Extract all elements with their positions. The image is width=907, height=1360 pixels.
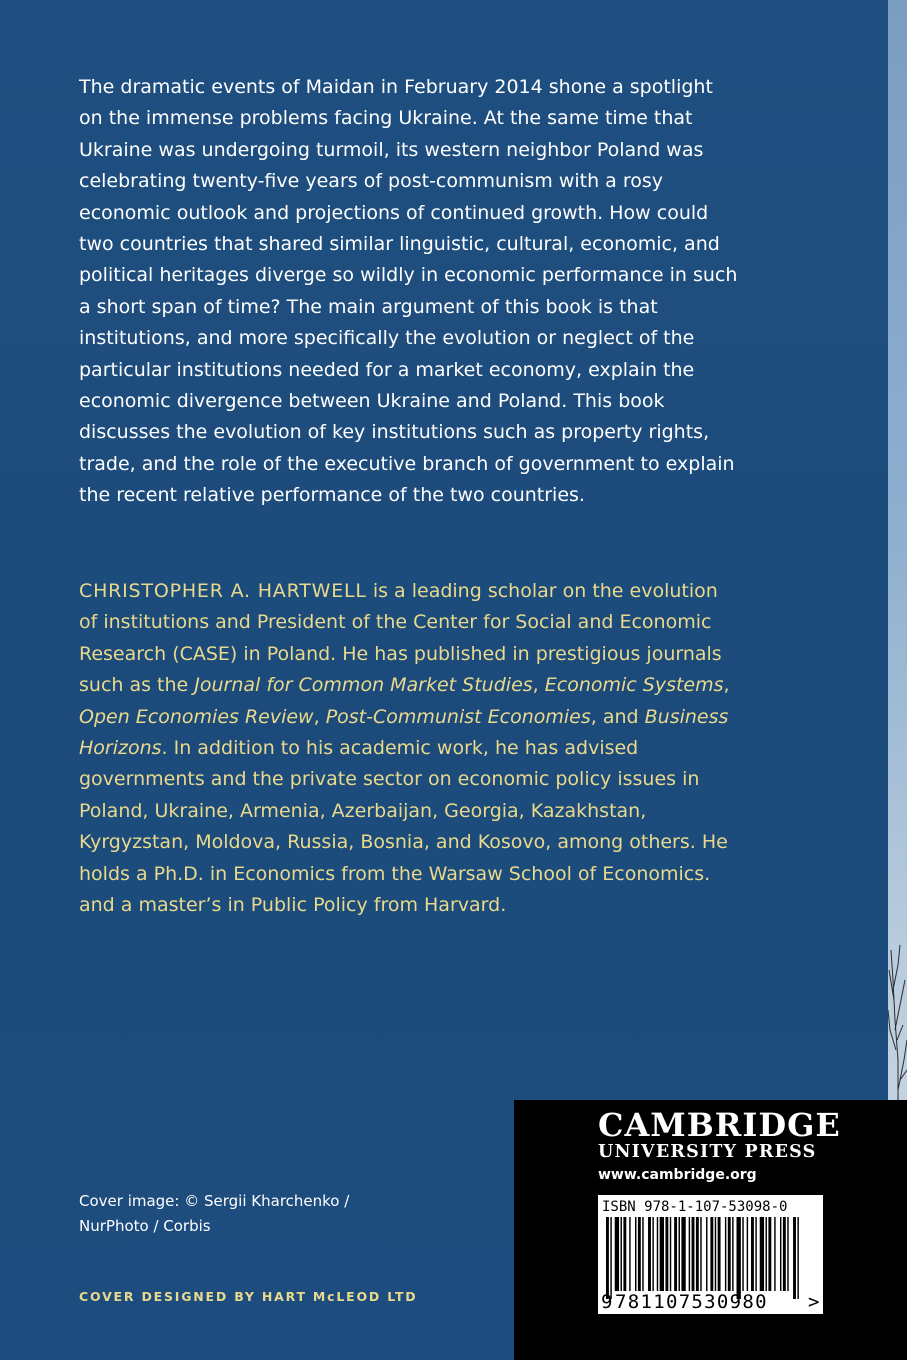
publisher-logo-subtitle: UNIVERSITY PRESS (598, 1142, 817, 1162)
barcode-bar (692, 1217, 695, 1291)
bio-text-2: . In addition to his academic work, he has advised governments and the private sector on economic policy issues in Poland, Ukraine, Armenia, Azerbaijan, Georgia, Kazakhstan, Kyrgyzstan, Moldova, Russia, Bosnia, and Kosovo, among others. He holds a Ph.D. in Economics from the Warsaw School of Economics. and a master’s in Public Policy from Harvard. (79, 737, 728, 917)
book-description: The dramatic events of Maidan in February 2014 shone a spotlight on the immense problems facing Ukraine. At the same time that Ukraine was undergoing turmoil, its western neighbor Poland was celebrating twenty-five years of post-communism with a rosy economic outlook and projections of continued growth. How could two countries that shared similar linguistic, cultural, economic, and political heritages diverge so wildly in economic performance in such a short span of time? The main argument of this book is that institutions, and more specifically the evolution or neglect of the particular institutions needed for a market economy, explain the economic divergence between Ukraine and Poland. This book discusses the evolution of key institutions such as property rights, trade, and the role of the executive branch of government to explain the recent relative performance of the two countries. (79, 76, 738, 507)
barcode-arrow: > (808, 1291, 820, 1313)
barcode-bar (635, 1217, 636, 1291)
barcode-bar (615, 1217, 619, 1291)
journal-title: Post-Communist Economies (325, 705, 591, 728)
cover-image-credit (79, 1189, 349, 1239)
bio-separator: , (532, 674, 545, 697)
barcode-bar (665, 1217, 668, 1291)
bio-separator: , (313, 705, 326, 728)
barcode-bar (657, 1217, 658, 1291)
barcode-bar (774, 1217, 775, 1291)
barcode-bar (674, 1217, 677, 1291)
journal-title: Open Economies Review (79, 705, 314, 728)
barcode-main-digits: 781107530980 (615, 1291, 768, 1313)
barcode-bar (768, 1217, 771, 1291)
barcode-bar (623, 1217, 626, 1291)
journal-title: Economic Systems (544, 674, 724, 697)
barcode-bar (793, 1217, 796, 1299)
bio-separator: , and (590, 705, 645, 728)
barcode-bar (660, 1217, 664, 1291)
barcode-bar (606, 1217, 609, 1299)
barcode-bar (700, 1217, 701, 1291)
barcode-bar (718, 1217, 721, 1291)
barcode-bar (670, 1217, 671, 1291)
barcode-bar (629, 1217, 630, 1291)
barcode-bar (780, 1217, 781, 1291)
barcode-bar (696, 1217, 699, 1291)
isbn-label: ISBN 978-1-107-53098-0 (602, 1199, 788, 1215)
publisher-block (514, 1100, 907, 1360)
barcode-bar (715, 1217, 716, 1291)
barcode-bar (797, 1217, 798, 1299)
barcode-bar (737, 1217, 741, 1299)
barcode-bar (787, 1217, 788, 1291)
barcode-bar (621, 1217, 622, 1291)
barcode-bar (652, 1217, 653, 1291)
barcode-bar (751, 1217, 754, 1291)
publisher-url: www.cambridge.org (598, 1167, 757, 1183)
barcode-bar (755, 1217, 756, 1291)
barcode-bar (742, 1217, 743, 1291)
author-name: CHRISTOPHER A. HARTWELL (79, 580, 367, 602)
barcode-bar (710, 1217, 713, 1291)
isbn-barcode (598, 1195, 823, 1314)
barcode-bar (679, 1217, 680, 1291)
cover-designer-credit: COVER DESIGNED BY HART McLEOD LTD (79, 1289, 418, 1304)
barcode-bar (642, 1217, 643, 1291)
author-bio (79, 576, 739, 921)
barcode-bars (602, 1217, 802, 1299)
barcode-bar (728, 1217, 731, 1291)
publisher-logo-name: CAMBRIDGE (598, 1106, 841, 1144)
barcode-bar (747, 1217, 748, 1291)
barcode-bar (760, 1217, 764, 1291)
journal-title: Journal for Common Market Studies (194, 674, 533, 697)
credit-line-2: NurPhoto / Corbis (79, 1217, 211, 1235)
credit-line-1: Cover image: © Sergii Kharchenko / (79, 1192, 350, 1210)
barcode-bar (648, 1217, 651, 1291)
barcode-bar (732, 1217, 733, 1291)
barcode-lead-digit: 9 (601, 1291, 613, 1313)
barcode-bar (689, 1217, 690, 1291)
bio-separator: , (723, 674, 730, 697)
journal-title: Business Horizons (79, 705, 729, 760)
barcode-bar (783, 1217, 786, 1291)
barcode-bar (725, 1217, 726, 1291)
barcode-bar (681, 1217, 685, 1291)
barcode-bar (706, 1217, 707, 1291)
barcode-bar (638, 1217, 641, 1291)
barcode-bar (610, 1217, 611, 1299)
bio-text-1: is a leading scholar on the evolution of institutions and President of the Center for Social and Economic Research (CASE) in Poland. He has published in prestigious journals such as the (79, 580, 722, 697)
barcode-bar (766, 1217, 767, 1291)
